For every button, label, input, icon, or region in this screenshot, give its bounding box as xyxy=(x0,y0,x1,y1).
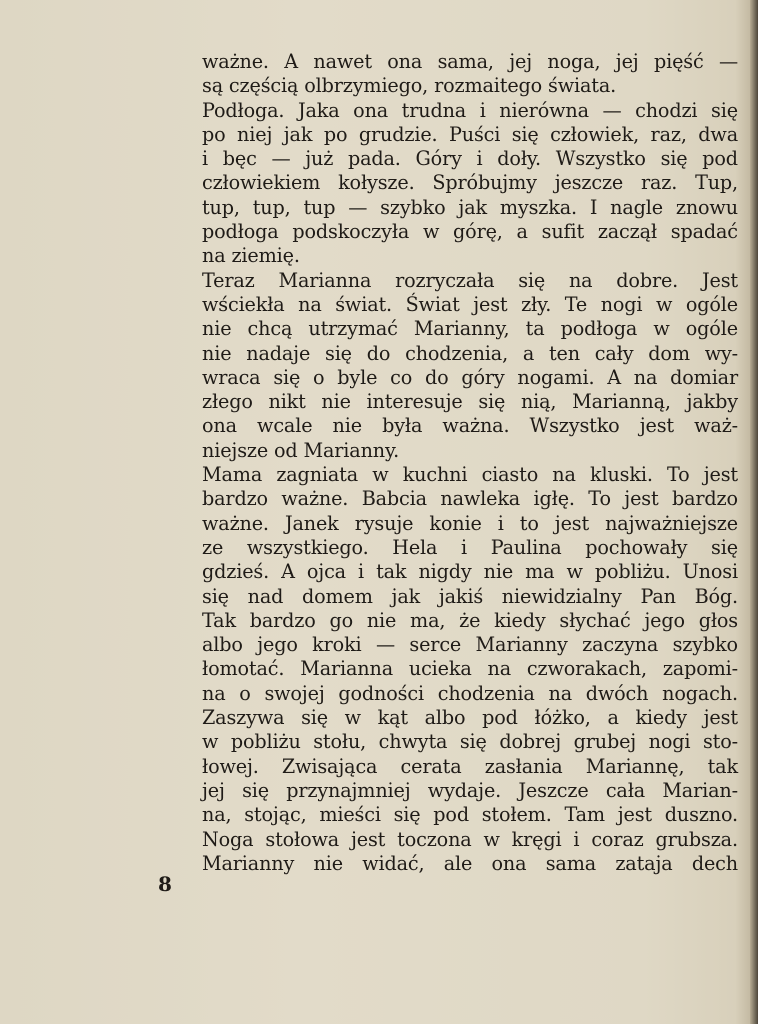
text-line: wściekła na świat. Świat jest zły. Te nogi w ogóle xyxy=(202,292,738,316)
text-line: Tak bardzo go nie ma, że kiedy słychać jego głos xyxy=(202,608,738,632)
text-line: na ziemię. xyxy=(202,244,300,268)
text-line: bardzo ważne. Babcia nawleka igłę. To jest bardzo xyxy=(202,487,738,511)
page-text xyxy=(202,50,738,876)
text-line: podłoga podskoczyła w górę, a sufit zaczął spadać xyxy=(202,220,738,244)
text-line: na o swojej godności chodzenia na dwóch nogach. xyxy=(202,681,738,705)
text-line: ze wszystkiego. Hela i Paulina pochowały się xyxy=(202,535,738,559)
text-line: po niej jak po grudzie. Puści się człowiek, raz, dwa xyxy=(202,122,738,146)
text-line: nie nadaje się do chodzenia, a ten cały dom wy- xyxy=(202,341,738,365)
text-line: Zaszywa się w kąt albo pod łóżko, a kiedy jest xyxy=(202,706,738,730)
text-line: człowiekiem kołysze. Spróbujmy jeszcze raz. Tup, xyxy=(202,171,738,195)
text-line: albo jego kroki — serce Marianny zaczyna szybko xyxy=(202,633,738,657)
page-number: 8 xyxy=(158,872,172,896)
text-line: Marianny nie widać, ale ona sama zataja dech xyxy=(202,851,738,875)
text-line: w pobliżu stołu, chwyta się dobrej grubej nogi sto- xyxy=(202,730,738,754)
text-line: łowej. Zwisająca cerata zasłania Mariannę, tak xyxy=(202,754,738,778)
text-line: wraca się o byle co do góry nogami. A na domiar xyxy=(202,365,738,389)
text-line: się nad domem jak jakiś niewidzialny Pan Bóg. xyxy=(202,584,738,608)
text-line: są częścią olbrzymiego, rozmaitego świata. xyxy=(202,74,617,98)
text-line: złego nikt nie interesuje się nią, Marianną, jakby xyxy=(202,390,738,414)
text-line: ważne. A nawet ona sama, jej noga, jej pięść — xyxy=(202,50,738,73)
text-line: ważne. Janek rysuje konie i to jest najważniejsze xyxy=(202,511,738,535)
text-line: niejsze od Marianny. xyxy=(202,438,400,462)
text-line: ona wcale nie była ważna. Wszystko jest waż- xyxy=(202,414,738,438)
text-line: na, stojąc, mieści się pod stołem. Tam jest duszno. xyxy=(202,803,738,827)
text-line: tup, tup, tup — szybko jak myszka. I nagle znowu xyxy=(202,195,738,219)
text-line: Podłoga. Jaka ona trudna i nierówna — chodzi się xyxy=(202,98,738,122)
text-line: jej się przynajmniej wydaje. Jeszcze cała Marian- xyxy=(202,778,738,802)
text-line: Noga stołowa jest toczona w kręgi i coraz grubsza. xyxy=(202,827,738,851)
text-line: i bęc — już pada. Góry i doły. Wszystko się pod xyxy=(202,147,738,171)
text-line: Teraz Marianna rozryczała się na dobre. Jest xyxy=(202,268,738,292)
text-line: Mama zagniata w kuchni ciasto na kluski. To jest xyxy=(202,463,738,487)
text-line: gdzieś. A ojca i tak nigdy nie ma w pobliżu. Unosi xyxy=(202,560,738,584)
text-line: nie chcą utrzymać Marianny, ta podłoga w ogóle xyxy=(202,317,738,341)
book-binding-edge xyxy=(750,0,758,1024)
text-line: łomotać. Marianna ucieka na czworakach, zapomi- xyxy=(202,657,738,681)
